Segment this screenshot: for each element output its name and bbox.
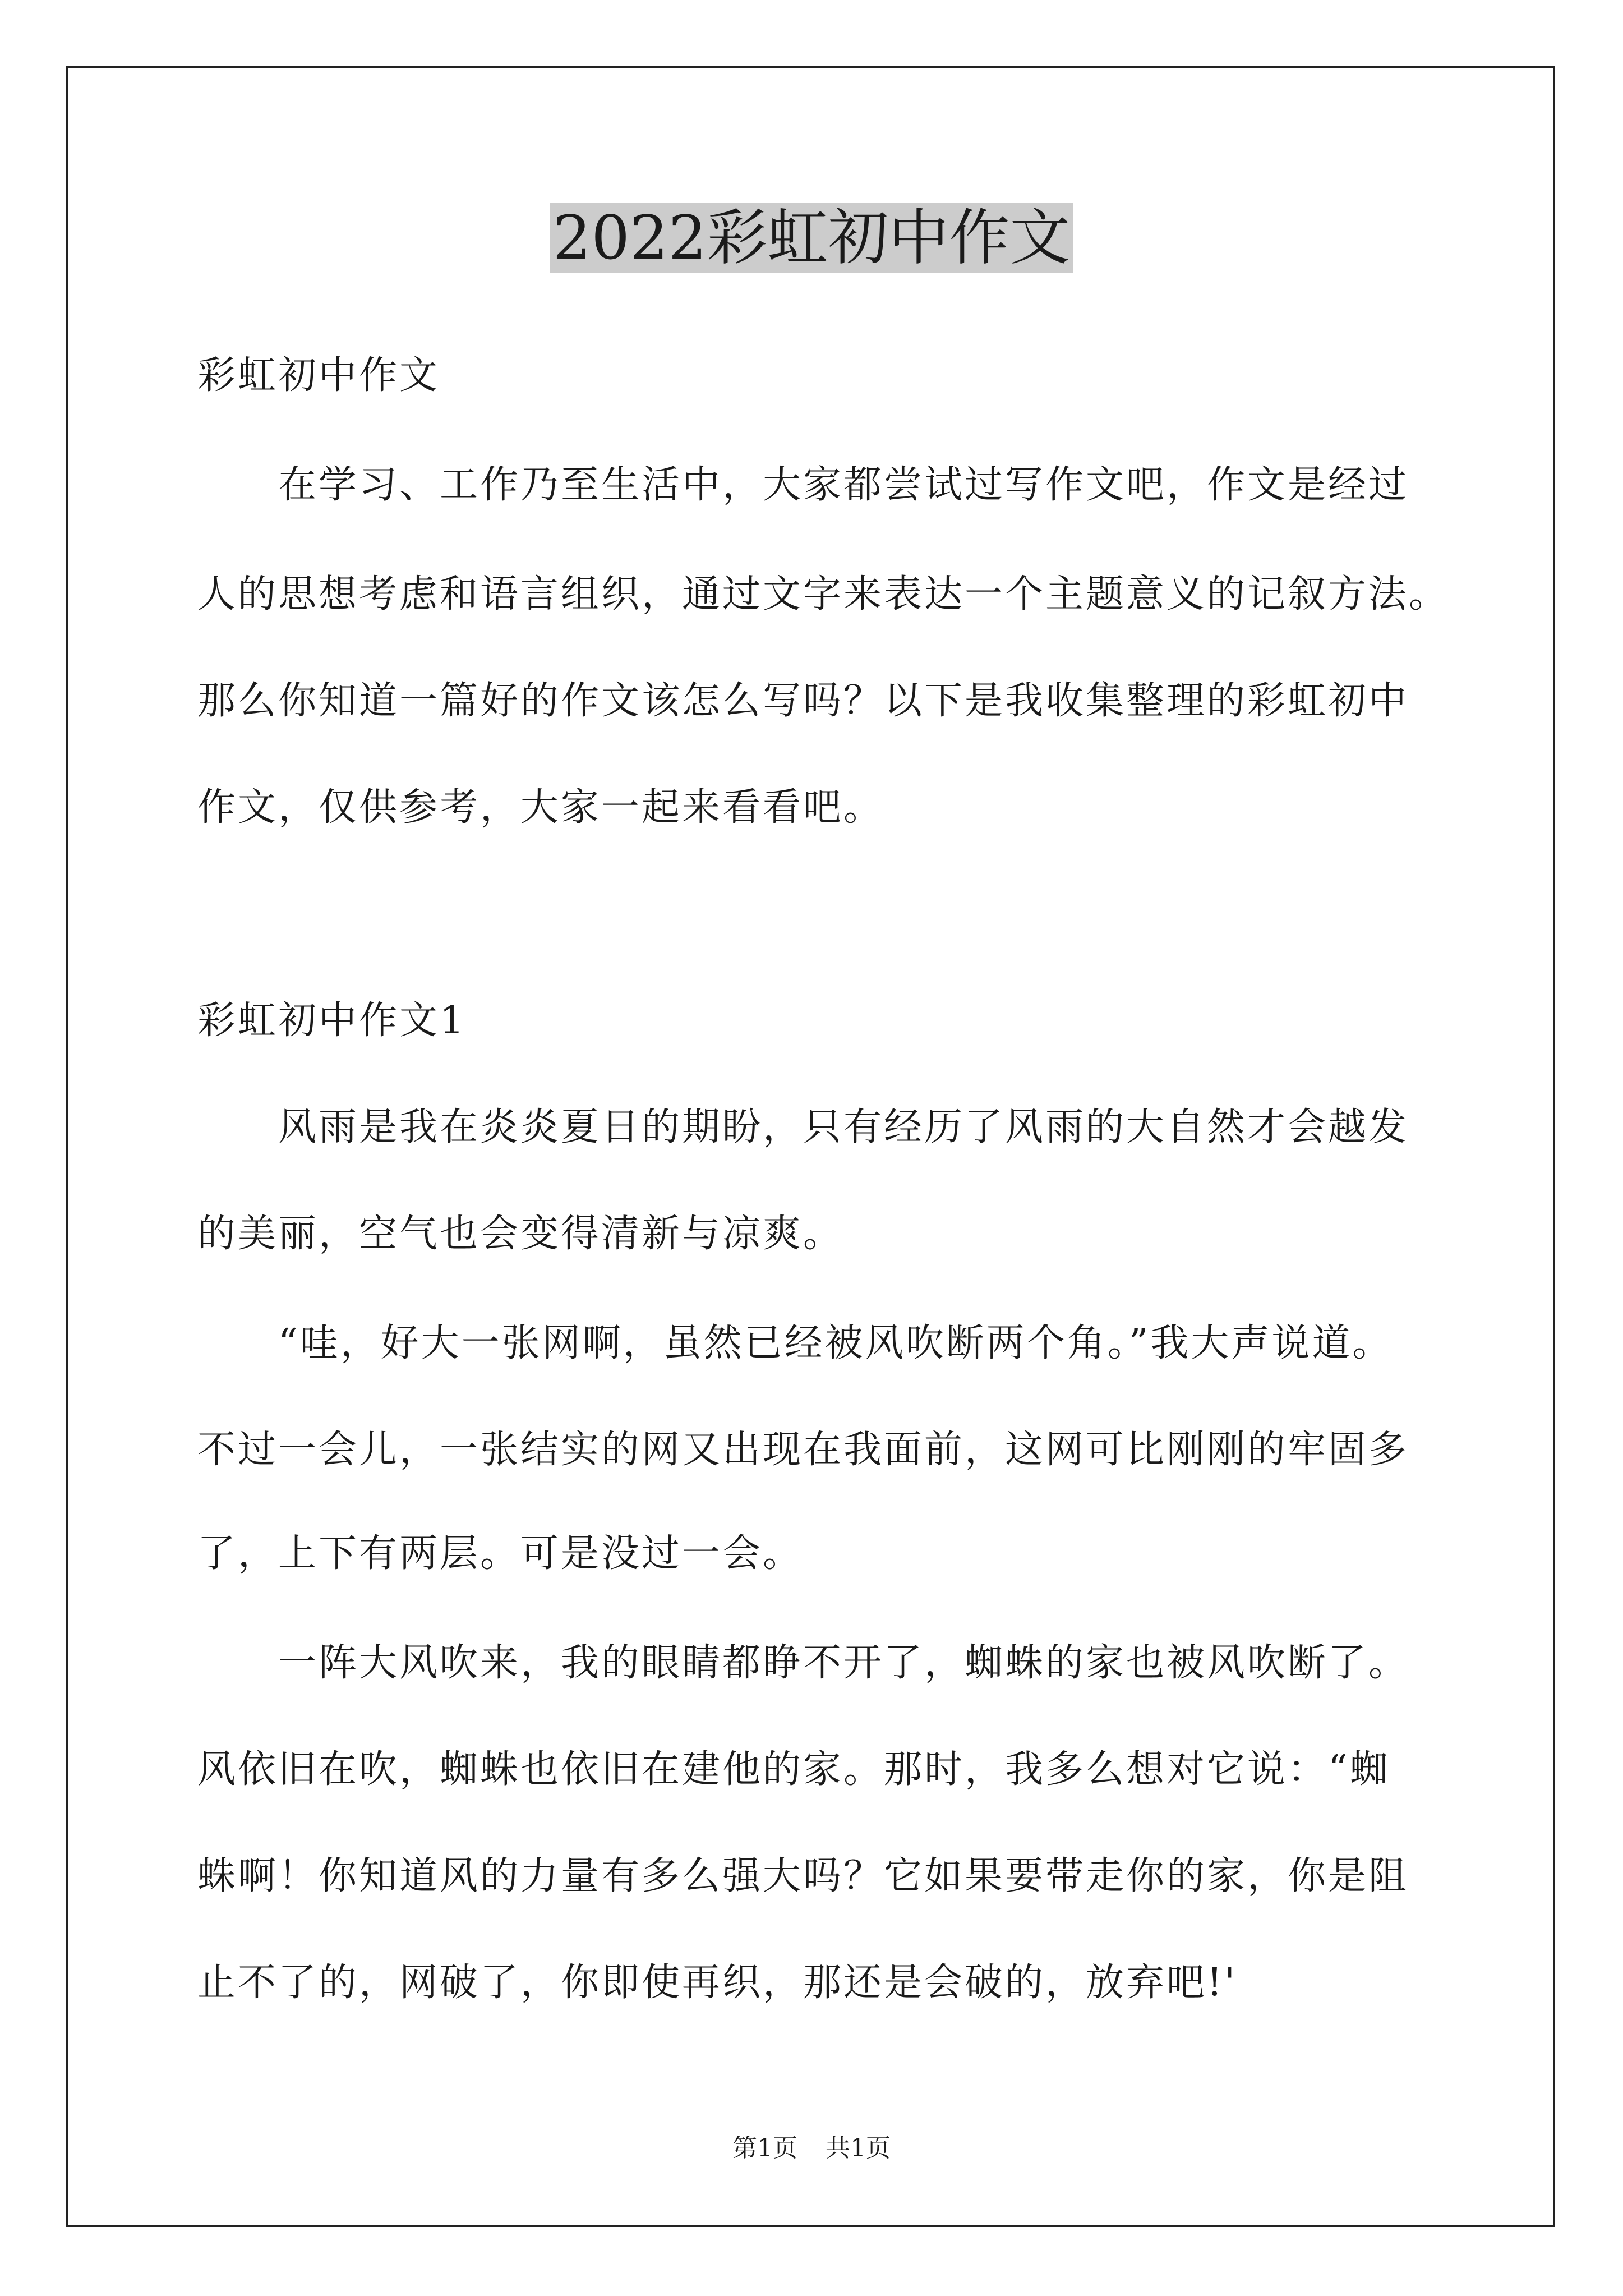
page-number: 第1页 [732,2134,797,2162]
page-total: 共1页 [826,2134,891,2162]
section-heading-essay-1: 彩虹初中作文1 [197,999,467,1043]
title-text: 2022彩虹初中作文 [550,203,1074,273]
paragraph-line: 的美丽，空气也会变得清新与凉爽。 [197,1212,844,1256]
paragraph-line: 风雨是我在炎炎夏日的期盼，只有经历了风雨的大自然才会越发 [278,1105,1409,1149]
paragraph-line: 在学习、工作乃至生活中，大家都尝试过写作文吧，作文是经过 [278,463,1409,507]
paragraph-line: 了，上下有两层。可是没过一会。 [197,1531,804,1576]
paragraph-line: 人的思想考虑和语言组织，通过文字来表达一个主题意义的记叙方法。 [197,572,1450,616]
document-title [0,199,1623,278]
paragraph-line: 一阵大风吹来，我的眼睛都睁不开了，蜘蛛的家也被风吹断了。 [278,1641,1409,1685]
paragraph-line: 风依旧在吹，蜘蛛也依旧在建他的家。那时，我多么想对它说：“蜘 [197,1747,1390,1792]
paragraph-line: 止不了的，网破了，你即使再织，那还是会破的，放弃吧!' [197,1961,1238,2005]
paragraph-line: 那么你知道一篇好的作文该怎么写吗？以下是我收集整理的彩虹初中 [197,679,1409,723]
page-footer [0,2132,1623,2165]
paragraph-line: 蛛啊！你知道风的力量有多么强大吗？它如果要带走你的家，你是阻 [197,1854,1409,1898]
paragraph-line: “哇，好大一张网啊，虽然已经被风吹断两个角。”我大声说道。 [278,1321,1393,1365]
section-heading-intro: 彩虹初中作文 [197,353,440,398]
paragraph-line: 不过一会儿，一张结实的网又出现在我面前，这网可比刚刚的牢固多 [197,1428,1409,1472]
paragraph-line: 作文，仅供参考，大家一起来看看吧。 [197,785,884,830]
